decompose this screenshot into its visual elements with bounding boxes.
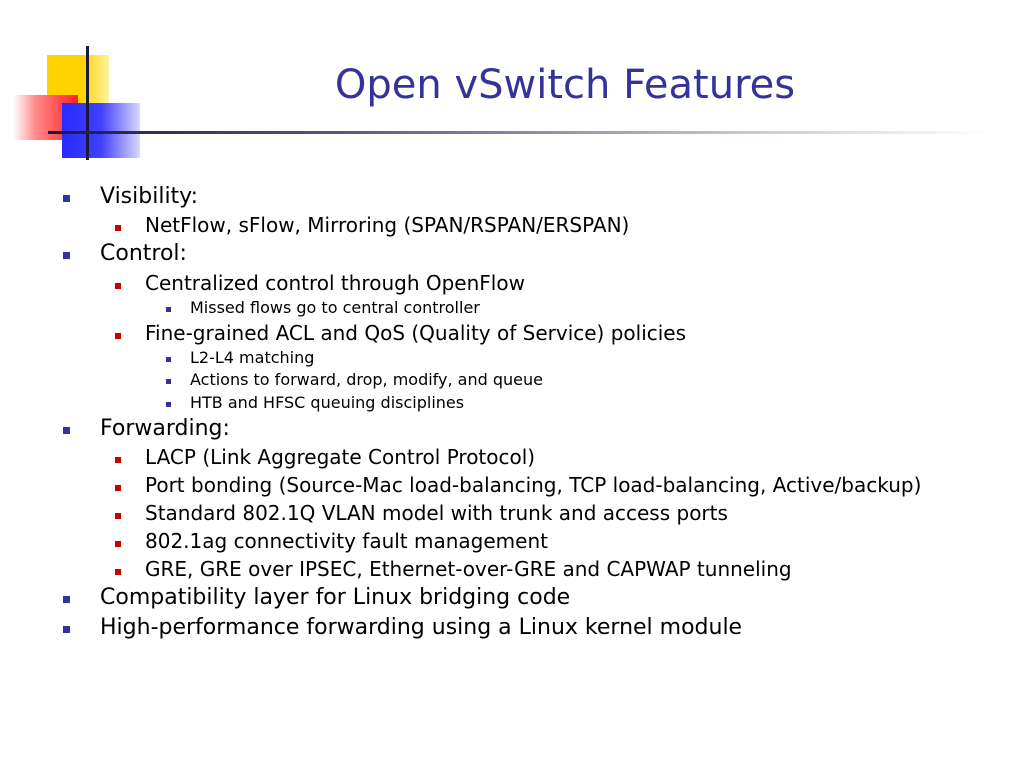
list-item-text: Control: bbox=[100, 241, 187, 267]
list-item bbox=[60, 530, 960, 553]
list-item-text: NetFlow, sFlow, Mirroring (SPAN/RSPAN/ERSPAN) bbox=[145, 213, 630, 238]
bullet-list bbox=[60, 180, 960, 640]
list-item-text: Fine-grained ACL and QoS (Quality of Service) policies bbox=[145, 320, 687, 345]
list-item-text: High-performance forwarding using a Linux kernel module bbox=[100, 614, 743, 640]
square-bullet-icon bbox=[166, 402, 171, 407]
list-item bbox=[60, 214, 960, 237]
square-bullet-icon bbox=[166, 357, 171, 362]
list-item-text: GRE, GRE over IPSEC, Ethernet-over-GRE and CAPWAP tunneling bbox=[145, 557, 792, 582]
list-item-text: Standard 802.1Q VLAN model with trunk and access ports bbox=[145, 501, 728, 526]
list-item bbox=[60, 349, 960, 367]
square-bullet-icon bbox=[115, 333, 121, 339]
square-bullet-icon bbox=[115, 283, 121, 289]
square-bullet-icon bbox=[63, 596, 70, 603]
list-item bbox=[60, 241, 960, 266]
list-item bbox=[60, 446, 960, 469]
list-item-text: 802.1ag connectivity fault management bbox=[145, 529, 548, 554]
square-bullet-icon bbox=[63, 252, 70, 259]
square-bullet-icon bbox=[115, 513, 121, 519]
list-item-text: Visibility: bbox=[100, 184, 199, 209]
list-item bbox=[60, 615, 960, 640]
list-item bbox=[60, 558, 960, 581]
list-item bbox=[60, 371, 960, 389]
square-bullet-icon bbox=[63, 626, 70, 633]
slide-title: Open vSwitch Features bbox=[334, 62, 796, 108]
square-bullet-icon bbox=[63, 195, 70, 202]
square-bullet-icon bbox=[63, 427, 70, 434]
square-bullet-icon bbox=[115, 485, 121, 491]
square-bullet-icon bbox=[115, 457, 121, 463]
list-item-text: LACP (Link Aggregate Control Protocol) bbox=[145, 445, 536, 470]
square-bullet-icon bbox=[115, 569, 121, 575]
square-bullet-icon bbox=[115, 541, 121, 547]
list-item bbox=[60, 272, 960, 295]
square-bullet-icon bbox=[166, 379, 171, 384]
vertical-rule bbox=[86, 46, 89, 160]
list-item-text: Port bonding (Source-Mac load-balancing, TCP load-balancing, Active/backup) bbox=[145, 473, 922, 498]
list-item bbox=[60, 299, 960, 317]
list-item-text: L2-L4 matching bbox=[190, 347, 315, 367]
list-item-text: HTB and HFSC queuing disciplines bbox=[190, 392, 465, 412]
list-item bbox=[60, 416, 960, 441]
list-item bbox=[60, 322, 960, 345]
list-item bbox=[60, 184, 960, 209]
list-item bbox=[60, 502, 960, 525]
list-item bbox=[60, 474, 960, 497]
list-item-text: Actions to forward, drop, modify, and queue bbox=[190, 370, 543, 390]
title-underline bbox=[48, 131, 988, 134]
list-item bbox=[60, 585, 960, 610]
square-bullet-icon bbox=[166, 307, 171, 312]
list-item-text: Missed flows go to central controller bbox=[190, 297, 480, 317]
list-item-text: Centralized control through OpenFlow bbox=[145, 270, 525, 295]
square-bullet-icon bbox=[115, 225, 121, 231]
list-item bbox=[60, 394, 960, 412]
list-item-text: Compatibility layer for Linux bridging code bbox=[100, 585, 571, 611]
list-item-text: Forwarding: bbox=[100, 416, 230, 442]
